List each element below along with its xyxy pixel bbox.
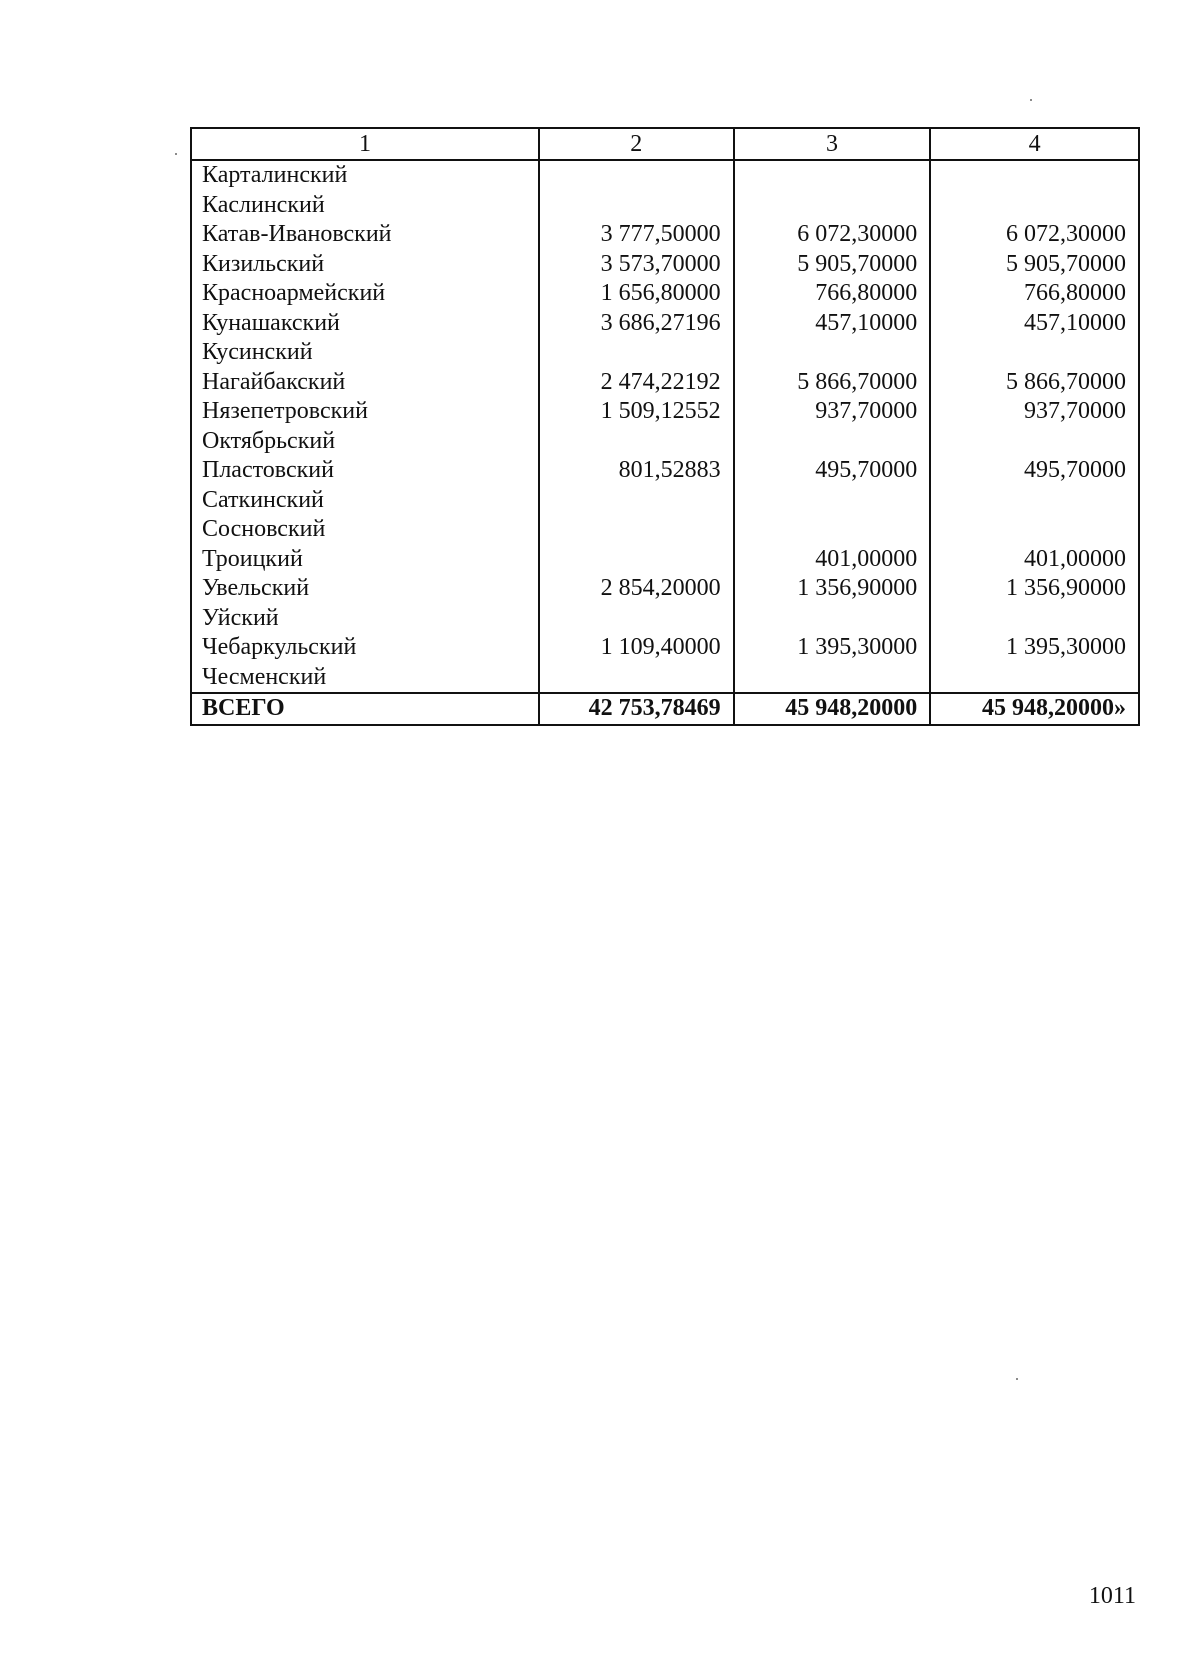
value-col-3: 1 356,90000 bbox=[734, 574, 931, 604]
value-col-4 bbox=[930, 427, 1139, 457]
district-name: Уйский bbox=[191, 604, 539, 634]
total-col-3: 45 948,20000 bbox=[734, 693, 931, 725]
value-col-4: 401,00000 bbox=[930, 545, 1139, 575]
value-col-4: 495,70000 bbox=[930, 456, 1139, 486]
table-row bbox=[191, 220, 1139, 250]
total-col-4: 45 948,20000» bbox=[930, 693, 1139, 725]
column-header: 3 bbox=[734, 128, 931, 160]
value-col-2: 3 777,50000 bbox=[539, 220, 734, 250]
total-label: ВСЕГО bbox=[191, 693, 539, 725]
value-col-4 bbox=[930, 604, 1139, 634]
value-col-4: 937,70000 bbox=[930, 397, 1139, 427]
value-col-3: 6 072,30000 bbox=[734, 220, 931, 250]
district-name: Кусинский bbox=[191, 338, 539, 368]
table-row bbox=[191, 633, 1139, 663]
value-col-4: 1 356,90000 bbox=[930, 574, 1139, 604]
table-row bbox=[191, 279, 1139, 309]
value-col-4 bbox=[930, 663, 1139, 694]
table-body bbox=[191, 160, 1139, 725]
value-col-3 bbox=[734, 663, 931, 694]
value-col-3: 401,00000 bbox=[734, 545, 931, 575]
table-row bbox=[191, 574, 1139, 604]
district-name: Кунашакский bbox=[191, 309, 539, 339]
budget-table bbox=[190, 127, 1140, 726]
scan-speck bbox=[1016, 1378, 1018, 1380]
page-number: 1011 bbox=[1088, 1583, 1136, 1609]
value-col-4 bbox=[930, 486, 1139, 516]
district-name: Карталинский bbox=[191, 160, 539, 191]
value-col-2: 2 854,20000 bbox=[539, 574, 734, 604]
value-col-4: 5 905,70000 bbox=[930, 250, 1139, 280]
value-col-4 bbox=[930, 191, 1139, 221]
value-col-2 bbox=[539, 191, 734, 221]
value-col-3 bbox=[734, 160, 931, 191]
value-col-3: 937,70000 bbox=[734, 397, 931, 427]
value-col-2: 3 686,27196 bbox=[539, 309, 734, 339]
value-col-3: 1 395,30000 bbox=[734, 633, 931, 663]
value-col-4 bbox=[930, 515, 1139, 545]
district-name: Нагайбакский bbox=[191, 368, 539, 398]
table-row bbox=[191, 368, 1139, 398]
value-col-4 bbox=[930, 160, 1139, 191]
value-col-2: 2 474,22192 bbox=[539, 368, 734, 398]
table-row bbox=[191, 604, 1139, 634]
value-col-3: 766,80000 bbox=[734, 279, 931, 309]
value-col-4: 5 866,70000 bbox=[930, 368, 1139, 398]
value-col-2 bbox=[539, 486, 734, 516]
district-name: Катав-Ивановский bbox=[191, 220, 539, 250]
value-col-3: 5 866,70000 bbox=[734, 368, 931, 398]
column-header: 2 bbox=[539, 128, 734, 160]
value-col-3 bbox=[734, 515, 931, 545]
value-col-3: 495,70000 bbox=[734, 456, 931, 486]
district-name: Пластовский bbox=[191, 456, 539, 486]
value-col-2: 1 109,40000 bbox=[539, 633, 734, 663]
district-name: Чесменский bbox=[191, 663, 539, 694]
scan-speck bbox=[175, 153, 177, 155]
column-header: 1 bbox=[191, 128, 539, 160]
district-name: Чебаркульский bbox=[191, 633, 539, 663]
table-row bbox=[191, 191, 1139, 221]
column-header: 4 bbox=[930, 128, 1139, 160]
district-name: Троицкий bbox=[191, 545, 539, 575]
table-row bbox=[191, 338, 1139, 368]
table-row bbox=[191, 397, 1139, 427]
value-col-2: 1 656,80000 bbox=[539, 279, 734, 309]
value-col-3: 457,10000 bbox=[734, 309, 931, 339]
table-header-row bbox=[191, 128, 1139, 160]
value-col-4: 6 072,30000 bbox=[930, 220, 1139, 250]
value-col-2 bbox=[539, 604, 734, 634]
value-col-2 bbox=[539, 160, 734, 191]
total-col-2: 42 753,78469 bbox=[539, 693, 734, 725]
value-col-2 bbox=[539, 338, 734, 368]
value-col-3 bbox=[734, 486, 931, 516]
table-row bbox=[191, 515, 1139, 545]
value-col-3 bbox=[734, 191, 931, 221]
table-row bbox=[191, 427, 1139, 457]
district-name: Саткинский bbox=[191, 486, 539, 516]
district-name: Кизильский bbox=[191, 250, 539, 280]
value-col-2: 3 573,70000 bbox=[539, 250, 734, 280]
value-col-2: 1 509,12552 bbox=[539, 397, 734, 427]
value-col-3: 5 905,70000 bbox=[734, 250, 931, 280]
value-col-2 bbox=[539, 515, 734, 545]
value-col-2 bbox=[539, 663, 734, 694]
value-col-4: 457,10000 bbox=[930, 309, 1139, 339]
table-row bbox=[191, 486, 1139, 516]
value-col-2 bbox=[539, 545, 734, 575]
table-row bbox=[191, 250, 1139, 280]
district-name: Увельский bbox=[191, 574, 539, 604]
total-row bbox=[191, 693, 1139, 725]
table-row bbox=[191, 456, 1139, 486]
value-col-4: 766,80000 bbox=[930, 279, 1139, 309]
value-col-4 bbox=[930, 338, 1139, 368]
district-name: Красноармейский bbox=[191, 279, 539, 309]
value-col-3 bbox=[734, 338, 931, 368]
table-row bbox=[191, 545, 1139, 575]
district-name: Нязепетровский bbox=[191, 397, 539, 427]
value-col-4: 1 395,30000 bbox=[930, 633, 1139, 663]
table-row bbox=[191, 160, 1139, 191]
value-col-2 bbox=[539, 427, 734, 457]
table-row bbox=[191, 309, 1139, 339]
district-name: Каслинский bbox=[191, 191, 539, 221]
table-row bbox=[191, 663, 1139, 694]
value-col-3 bbox=[734, 604, 931, 634]
value-col-3 bbox=[734, 427, 931, 457]
district-name: Сосновский bbox=[191, 515, 539, 545]
district-name: Октябрьский bbox=[191, 427, 539, 457]
value-col-2: 801,52883 bbox=[539, 456, 734, 486]
scan-speck bbox=[1030, 99, 1032, 101]
